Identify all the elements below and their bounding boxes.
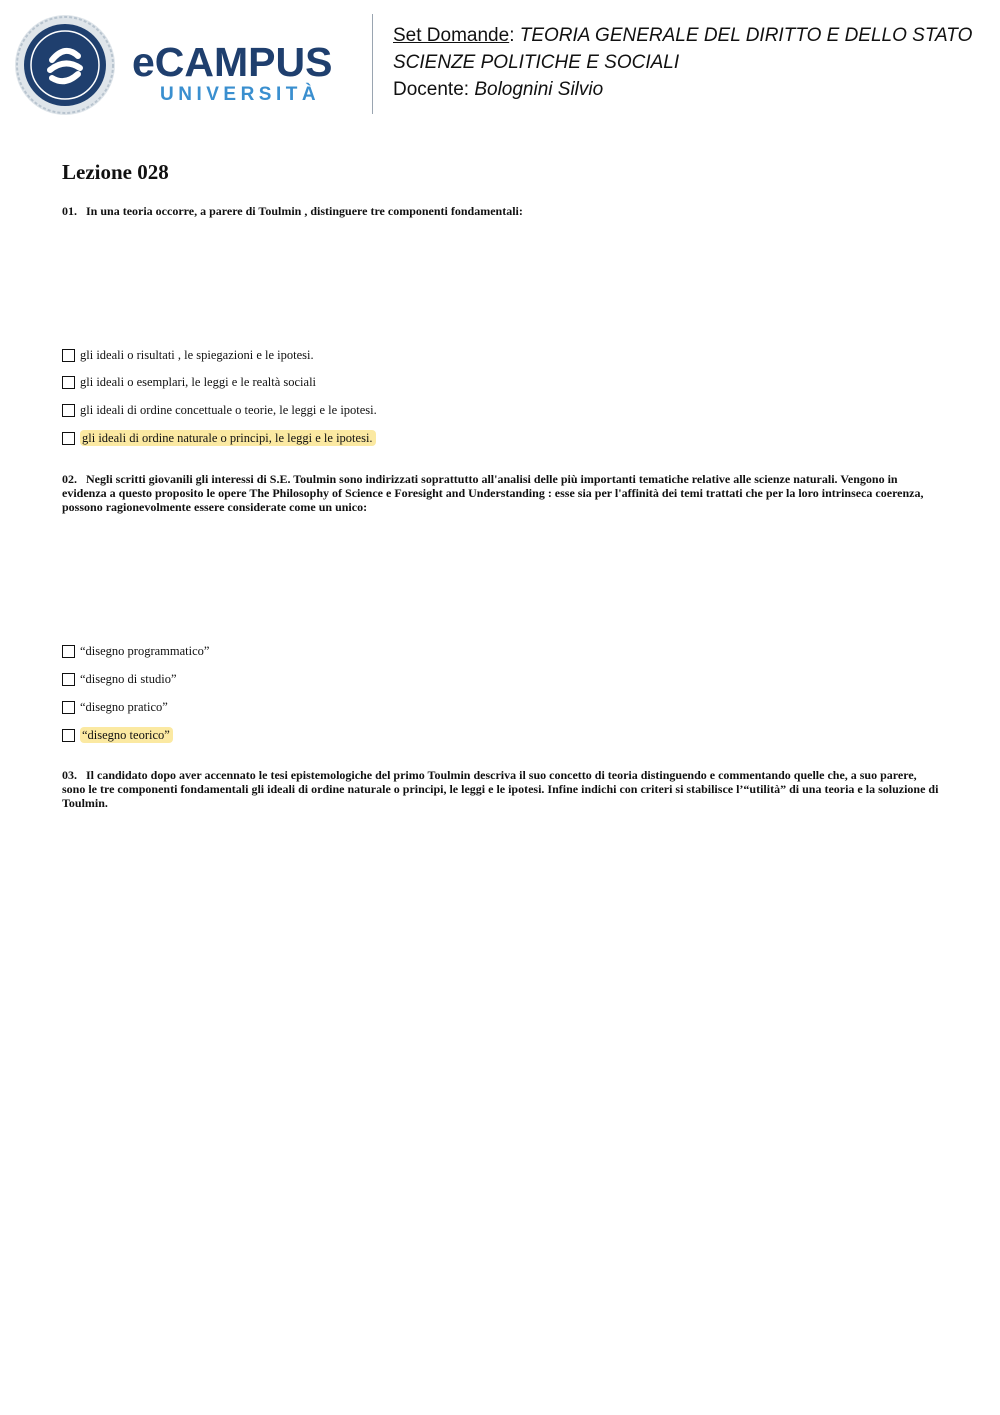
option-text: “disegno di studio”: [80, 672, 177, 686]
checkbox[interactable]: [62, 701, 75, 714]
option-text: gli ideali o risultati , le spiegazioni e le ipotesi.: [80, 348, 314, 362]
question-03: [62, 768, 942, 810]
logo-subtitle: UNIVERSITÀ: [160, 84, 321, 105]
option-1-3[interactable]: [62, 402, 377, 418]
question-number: 01.: [62, 204, 77, 218]
teacher-label: Docente:: [393, 79, 470, 100]
checkbox[interactable]: [62, 404, 75, 417]
option-2-2[interactable]: [62, 671, 177, 687]
ecampus-logo: [132, 40, 357, 112]
question-text: In una teoria occorre, a parere di Toulmin , distinguere tre componenti fondamentali:: [86, 204, 523, 218]
option-2-4[interactable]: [62, 727, 173, 743]
lesson-title: Lezione 028: [62, 160, 169, 184]
course-subtitle: SCIENZE POLITICHE E SOCIALI: [393, 52, 680, 73]
question-02: [62, 472, 942, 514]
course-title-line: [393, 22, 993, 49]
question-number: 03.: [62, 768, 77, 782]
option-1-1[interactable]: [62, 347, 314, 363]
option-text-highlighted: “disegno teorico”: [80, 727, 173, 743]
checkbox[interactable]: [62, 673, 75, 686]
set-colon: :: [509, 25, 515, 46]
option-2-3[interactable]: [62, 699, 168, 715]
course-info: [393, 22, 993, 103]
option-text: gli ideali o esemplari, le leggi e le realtà sociali: [80, 375, 317, 389]
teacher-line: [393, 76, 993, 103]
option-text-highlighted: gli ideali di ordine naturale o principi, le leggi e le ipotesi.: [80, 430, 376, 446]
logo-wordmark: eCAMPUS: [132, 39, 333, 85]
option-text: “disegno programmatico”: [80, 644, 210, 658]
set-label: Set Domande: [393, 25, 510, 46]
header-divider: [372, 14, 373, 114]
question-text: Negli scritti giovanili gli interessi di S.E. Toulmin sono indirizzati soprattutto all'analisi delle più importanti tematiche relative alle scienze naturali. Vengono in evidenza a questo proposito le opere The Philosophy of Science e Foresight and Understanding : esse sia per l'affinità dei temi trattati che per la loro intrinseca coerenza, possono ragionevolmente essere considerate come un unico:: [62, 472, 924, 514]
option-2-1[interactable]: [62, 643, 209, 659]
question-01: [62, 204, 942, 218]
course-title: TEORIA GENERALE DEL DIRITTO E DELLO STATO: [519, 25, 973, 46]
option-text: gli ideali di ordine concettuale o teorie, le leggi e le ipotesi.: [80, 403, 377, 417]
option-1-2[interactable]: [62, 374, 316, 390]
checkbox[interactable]: [62, 645, 75, 658]
checkbox[interactable]: [62, 349, 75, 362]
question-text: Il candidato dopo aver accennato le tesi epistemologiche del primo Toulmin descriva il suo concetto di teoria distinguendo e commentando quelle che, a suo parere, sono le tre componenti fondamentali gli ideali di ordine naturale o principi, le leggi e le ipotesi. Infine indichi con criteri si stabilisce l’“utilità” di una teoria e la soluzione di Toulmin.: [62, 768, 939, 810]
checkbox[interactable]: [62, 432, 75, 445]
course-subtitle-line: [393, 49, 993, 76]
checkbox[interactable]: [62, 729, 75, 742]
option-1-4[interactable]: [62, 430, 376, 446]
teacher-name: Bolognini Silvio: [474, 79, 604, 100]
university-seal-icon: [14, 14, 116, 116]
checkbox[interactable]: [62, 376, 75, 389]
option-text: “disegno pratico”: [80, 700, 168, 714]
page-header: [0, 0, 1000, 130]
question-number: 02.: [62, 472, 77, 486]
